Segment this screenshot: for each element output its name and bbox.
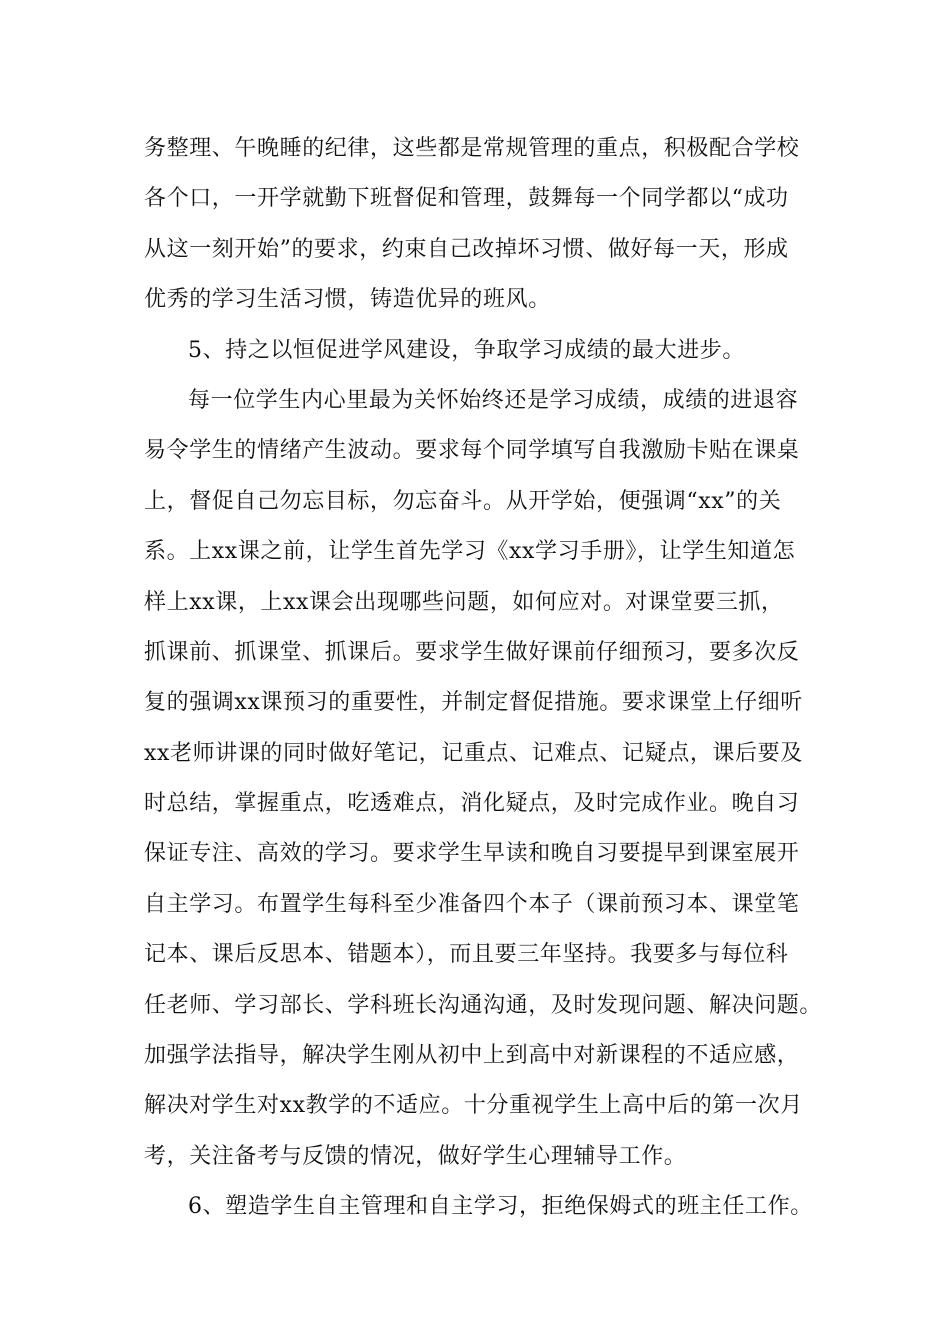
text-line: 务整理、午晚睡的纪律，这些都是常规管理的重点，积极配合学校 <box>144 136 800 161</box>
text-line: 易令学生的情绪产生波动。要求每个同学填写自我激励卡贴在课桌 <box>144 438 800 464</box>
text-line: 时总结，掌握重点，吃透难点，消化疑点，及时完成作业。晚自习 <box>144 791 800 817</box>
paragraph-first-line: 每一位学生内心里最为关怀始终还是学习成绩，成绩的进退容 <box>188 387 799 413</box>
text-line: 优秀的学习生活习惯，铸造优异的班风。 <box>144 287 551 313</box>
text-line: 考，关注备考与反馈的情况，做好学生心理辅导工作。 <box>144 1143 687 1169</box>
text-line: 加强学法指导，解决学生刚从初中上到高中对新课程的不适应感， <box>144 1043 800 1069</box>
body-text <box>144 124 824 1233</box>
text-line: 系。上xx课之前，让学生首先学习《xx学习手册》，让学生知道怎 <box>144 539 796 565</box>
text-line: 保证专注、高效的学习。要求学生早读和晚自习要提早到课室展开 <box>144 841 800 867</box>
text-line: 任老师、学习部长、学科班长沟通沟通，及时发现问题、解决问题。 <box>144 992 823 1018</box>
section-heading-5: 5、持之以恒促进学风建设，争取学习成绩的最大进步。 <box>188 337 745 363</box>
text-line: 样上xx课，上xx课会出现哪些问题，如何应对。对课堂要三抓， <box>144 589 784 615</box>
text-line: 解决对学生对xx教学的不适应。十分重视学生上高中后的第一次月 <box>144 1093 803 1119</box>
text-line: xx老师讲课的同时做好笔记，记重点、记难点、记疑点，课后要及 <box>144 740 803 766</box>
text-line: 各个口，一开学就勤下班督促和管理，鼓舞每一个同学都以“成功 <box>144 186 789 212</box>
text-line: 记本、课后反思本、错题本），而且要三年坚持。我要多与每位科 <box>144 942 789 968</box>
text-line: 自主学习。布置学生每科至少准备四个本子（课前预习本、课堂笔 <box>144 891 800 917</box>
text-line: 上，督促自己勿忘目标，勿忘奋斗。从开学始，便强调“xx”的关 <box>144 488 782 514</box>
text-line: 从这一刻开始”的要求，约束自己改掉坏习惯、做好每一天，形成 <box>144 236 789 262</box>
section-heading-6: 6、塑造学生自主管理和自主学习，拒绝保姆式的班主任工作。 <box>188 1194 813 1220</box>
text-line: 复的强调xx课预习的重要性，并制定督促措施。要求课堂上仔细听 <box>144 690 803 716</box>
text-line: 抓课前、抓课堂、抓课后。要求学生做好课前仔细预习，要多次反 <box>144 639 800 665</box>
